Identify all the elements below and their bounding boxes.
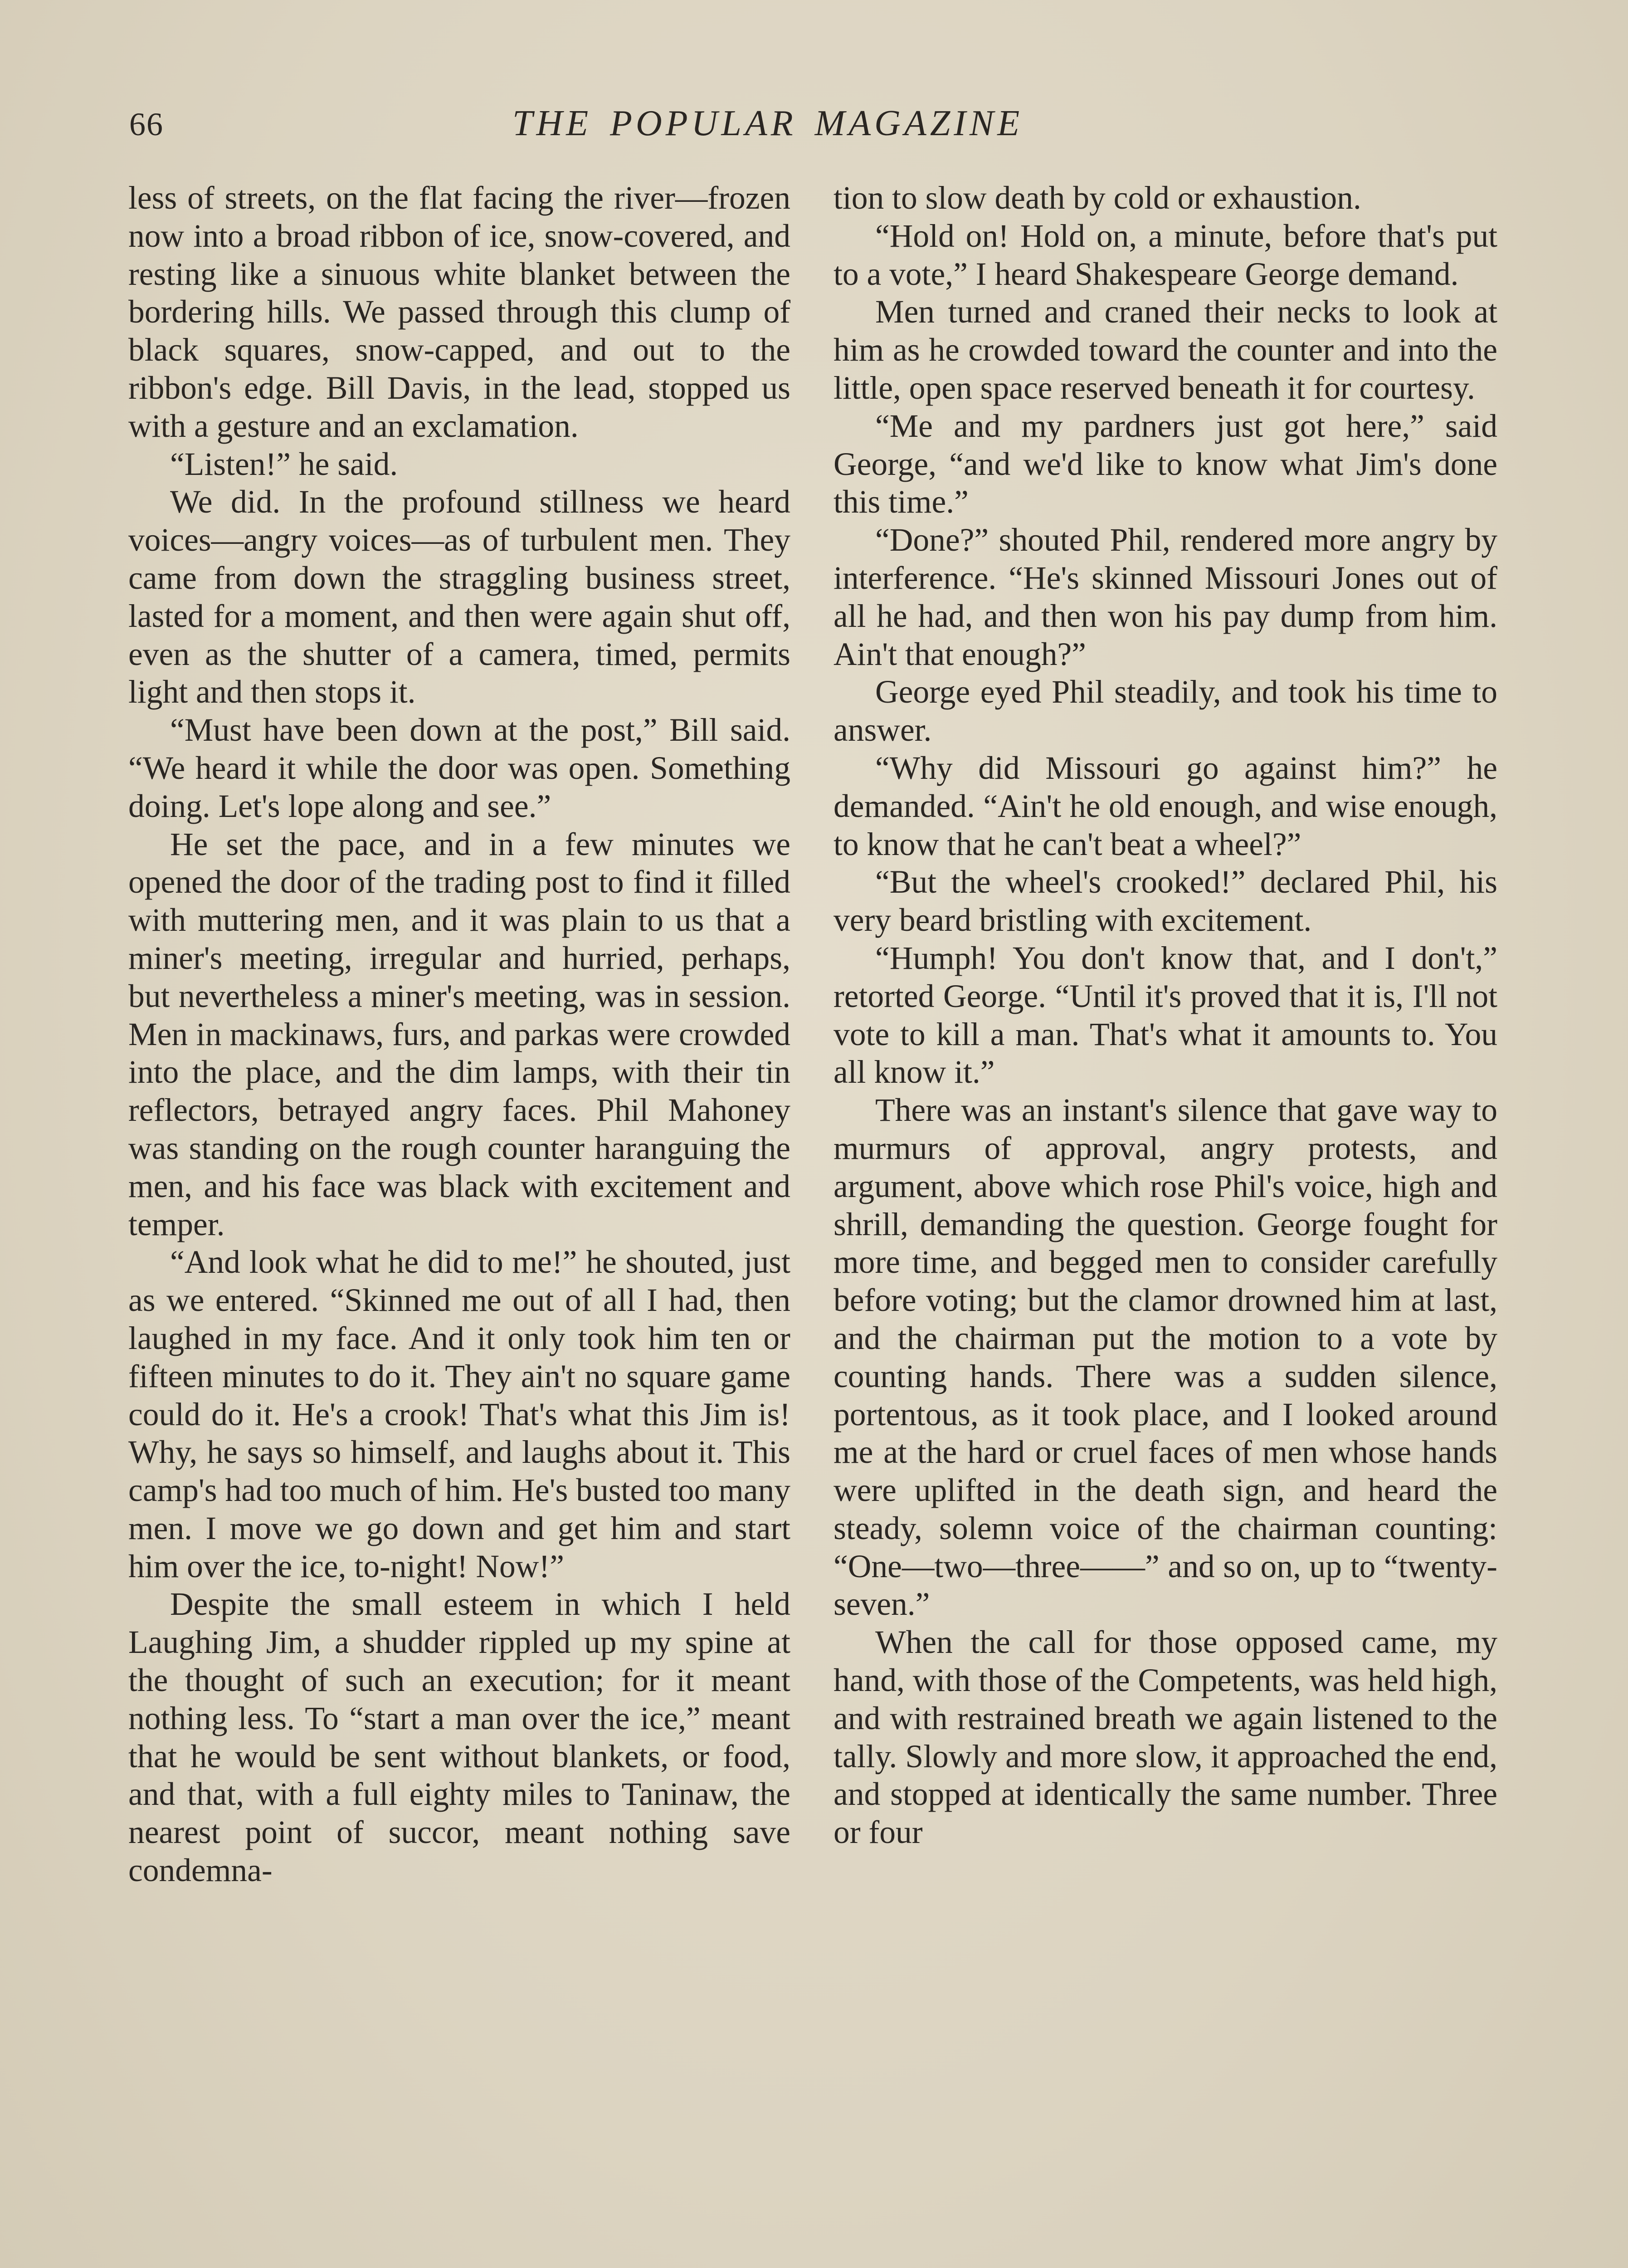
paragraph: tion to slow death by cold or exhaustion. <box>833 180 1361 216</box>
paragraph: When the call for those opposed came, my hand, with those of the Competents, was held high, and with restrained breath we again listened to the tally. Slowly and more slow, it approached the end, and stopped at identically the same number. Three or four <box>833 1624 1497 1851</box>
paragraph: “Hold on! Hold on, a minute, before that's put to a vote,” I heard Shakespeare George demand. <box>833 218 1497 292</box>
paragraph: “Why did Missouri go against him?” he demanded. “Ain't he old enough, and wise enough, to know that he can't beat a wheel?” <box>833 750 1497 862</box>
paragraph: “Humph! You don't know that, and I don't,” retorted George. “Until it's proved that it is, I'll not vote to kill a man. That's what it amounts to. You all know it.” <box>833 940 1497 1090</box>
paragraph: Men turned and craned their necks to look at him as he crowded toward the counter and into the little, open space reserved beneath it for courtesy. <box>833 294 1497 406</box>
paragraph: Despite the small esteem in which I held Laughing Jim, a shudder rippled up my spine at the thought of such an execution; for it meant nothing less. To “start a man over the ice,” meant that he would be sent without blankets, or food, and that, with a full eighty miles to Taninaw, the nearest point of succor, meant nothing save condemna- <box>128 1586 790 1889</box>
paragraph: “And look what he did to me!” he shouted, just as we entered. “Skinned me out of all I had, then laughed in my face. And it only took him ten or fifteen minutes to do it. They ain't no square game could do it. He's a crook! That's what this Jim is! Why, he says so himself, and laughs about it. This camp's had too much of him. He's busted too many men. I move we go down and get him and start him over the ice, to-night! Now!” <box>128 1244 790 1584</box>
running-head <box>0 98 1628 152</box>
paragraph: There was an instant's silence that gave way to murmurs of approval, angry protests, and argument, above which rose Phil's voice, high and shrill, demanding the question. George fought for more time, and begged men to consider carefully before voting; but the clamor drowned him at last, and the chairman put the motion to a vote by counting hands. There was a sudden silence, portentous, as it took place, and I looked around me at the hard or cruel faces of men whose hands were uplifted in the death sign, and heard the steady, solemn voice of the chairman counting: “One—two—three——” and so on, up to “twenty-seven.” <box>833 1092 1497 1623</box>
paragraph: “Done?” shouted Phil, rendered more angry by interference. “He's skinned Missouri Jones out of all he had, and then won his pay dump from him. Ain't that enough?” <box>833 522 1497 672</box>
paragraph: “Must have been down at the post,” Bill said. “We heard it while the door was open. Something doing. Let's lope along and see.” <box>128 712 790 824</box>
paragraph: George eyed Phil steadily, and took his time to answer. <box>833 674 1497 748</box>
paragraph: We did. In the profound stillness we heard voices—angry voices—as of turbulent men. They came from down the straggling business street, lasted for a moment, and then were again shut off, even as the shutter of a camera, timed, permits light and then stops it. <box>128 484 790 710</box>
paragraph: “Me and my pardners just got here,” said George, “and we'd like to know what Jim's done this time.” <box>833 408 1497 520</box>
paragraph: less of streets, on the flat facing the river—frozen now into a broad ribbon of ice, snow-covered, and resting like a sinuous white blanket between the bordering hills. We passed through this clump of black squares, snow-capped, and out to the ribbon's edge. Bill Davis, in the lead, stopped us with a gesture and an exclamation. <box>128 180 790 444</box>
paragraph: He set the pace, and in a few minutes we opened the door of the trading post to find it filled with muttering men, and it was plain to us that a miner's meeting, irregular and hurried, perhaps, but nevertheless a miner's meeting, was in session. Men in mackinaws, furs, and parkas were crowded into the place, and the dim lamps, with their tin reflectors, betrayed angry faces. Phil Mahoney was standing on the rough counter haranguing the men, and his face was black with excitement and temper. <box>128 826 790 1242</box>
left-column <box>128 179 790 1890</box>
page-number: 66 <box>129 106 164 142</box>
right-column <box>833 179 1497 1852</box>
magazine-title: THE POPULAR MAGAZINE <box>512 103 1024 143</box>
paragraph: “Listen!” he said. <box>170 446 398 482</box>
paragraph: “But the wheel's crooked!” declared Phil, his very beard bristling with excitement. <box>833 864 1497 938</box>
